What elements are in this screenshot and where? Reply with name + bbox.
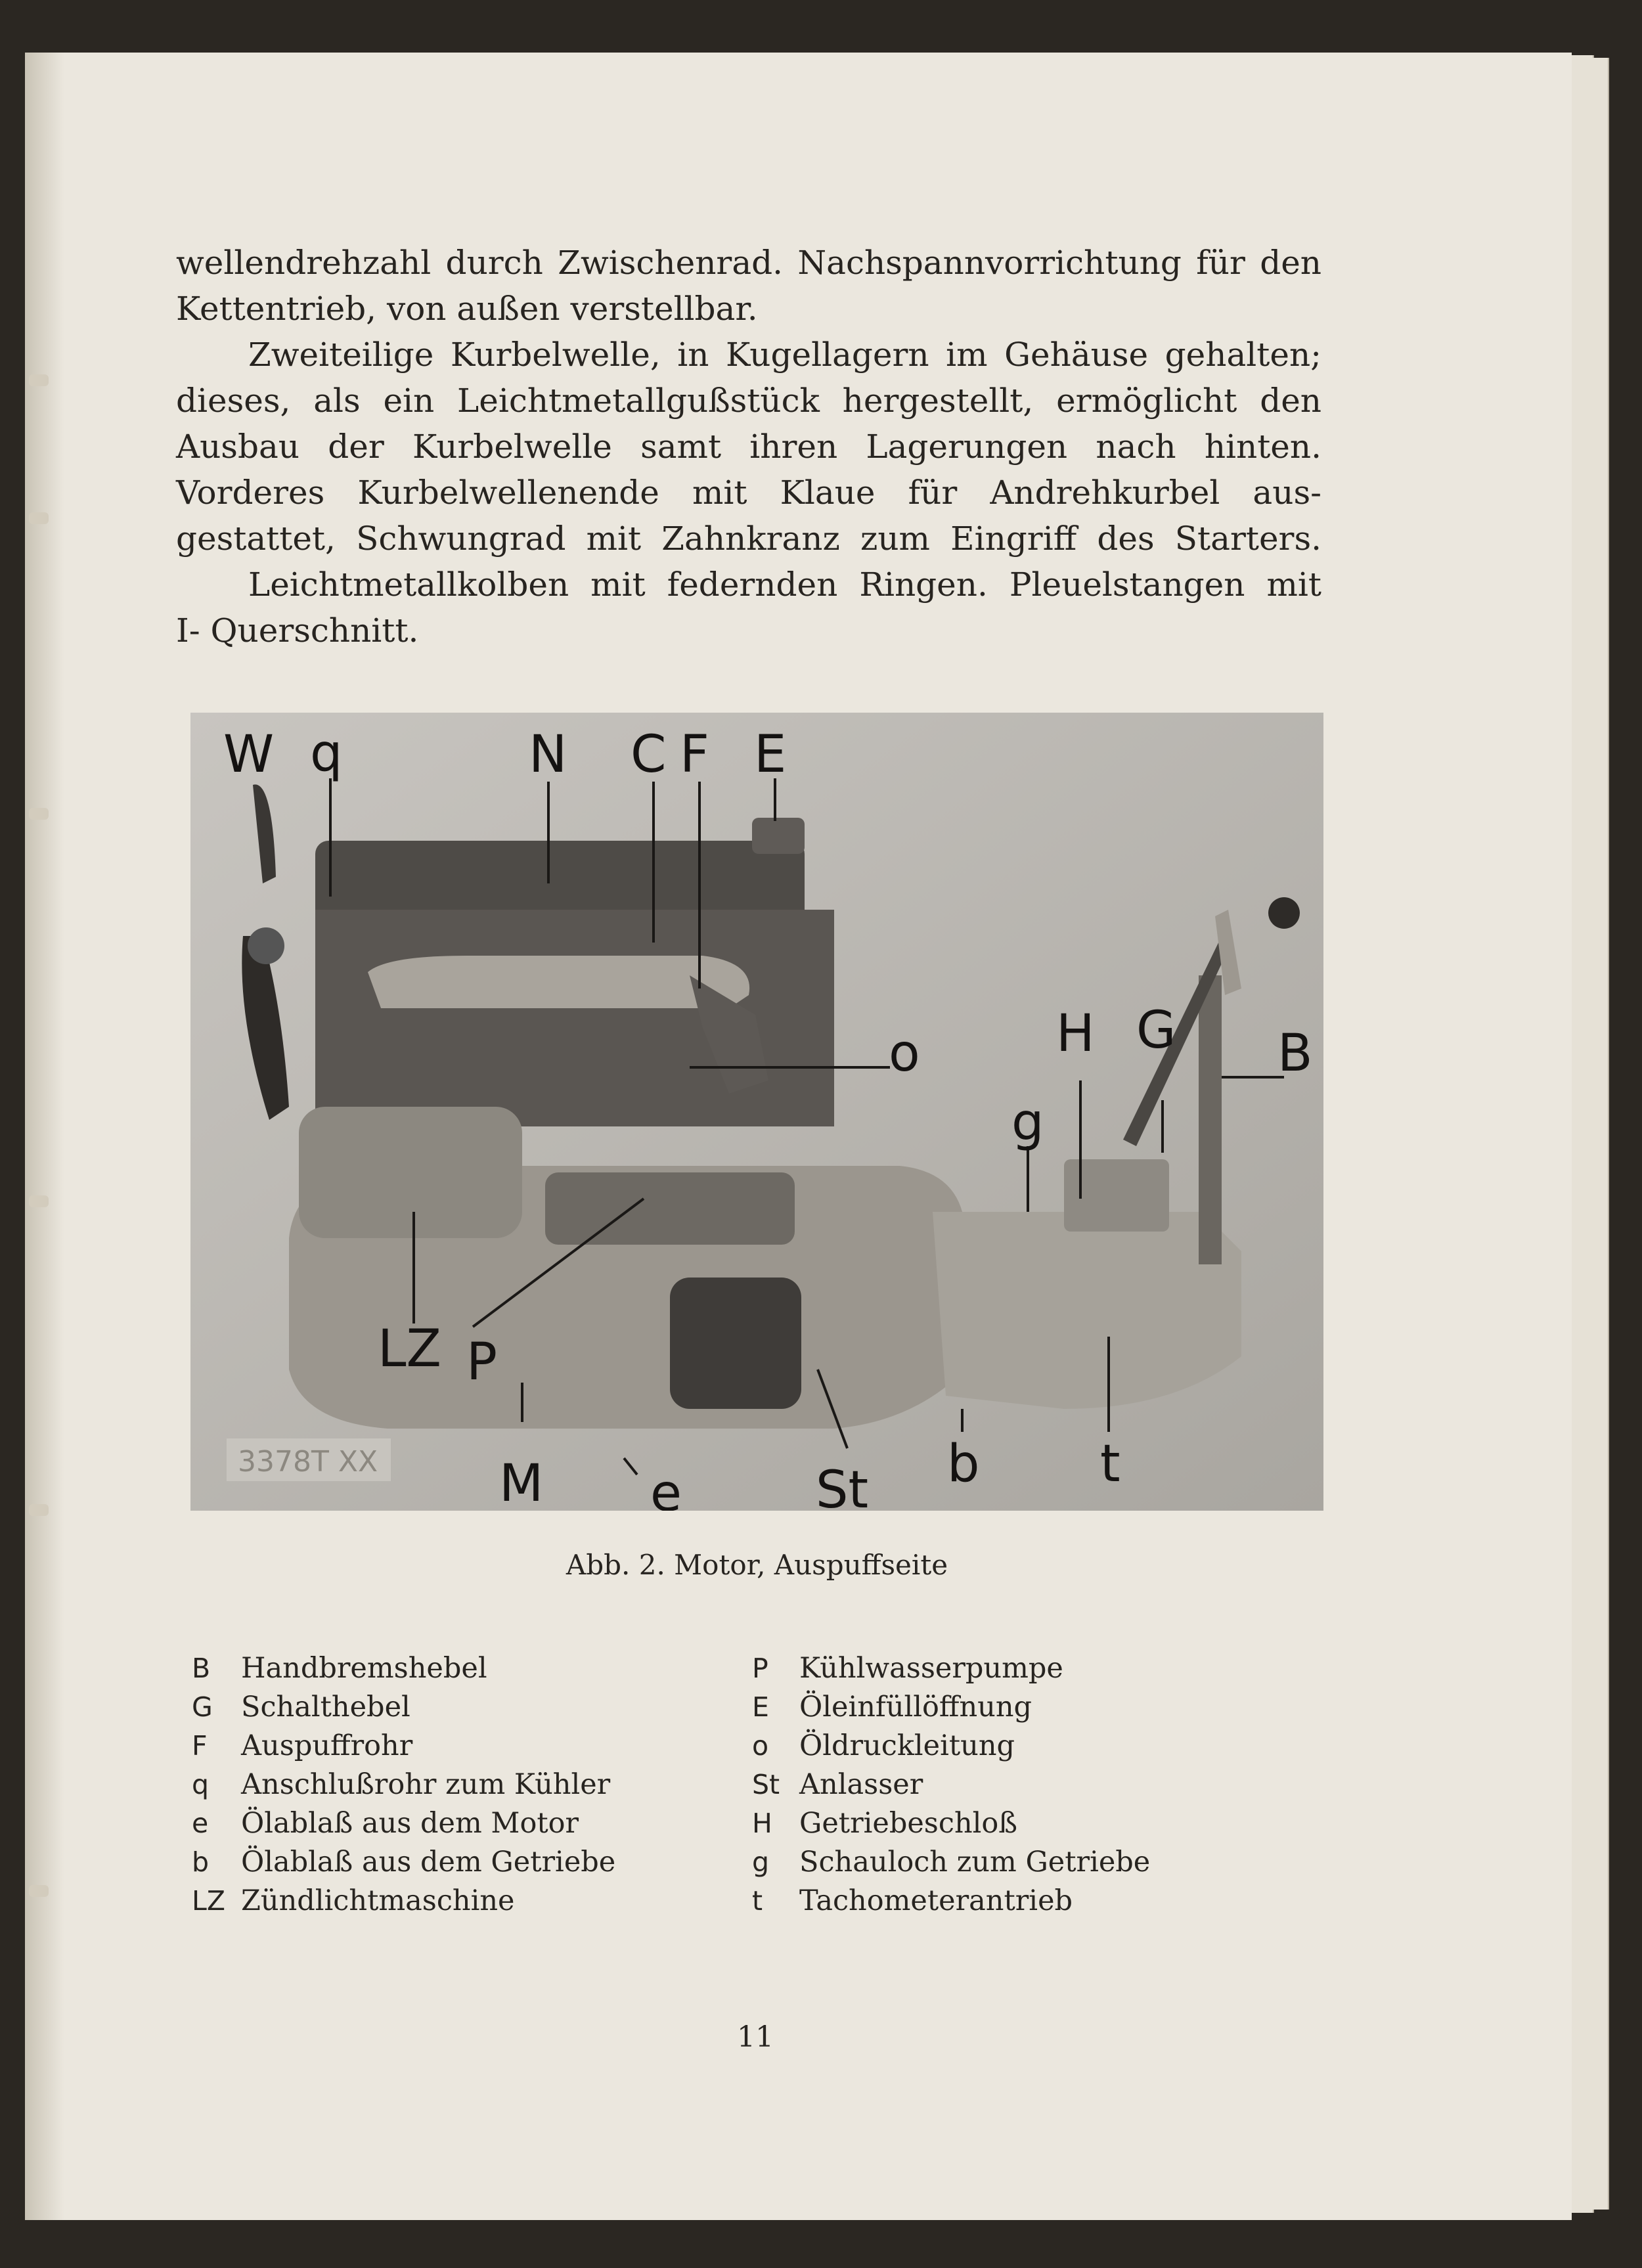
legend-desc: Kühlwasserpumpe [799, 1651, 1063, 1685]
legend-item [752, 1649, 1150, 1687]
legend-key: e [192, 1807, 209, 1839]
label-M: M [499, 1454, 544, 1511]
legend-item [752, 1687, 1150, 1726]
legend-item [192, 1804, 615, 1842]
legend-desc: Schauloch zum Getriebe [799, 1845, 1151, 1879]
label-H: H [1056, 1004, 1095, 1063]
legend-desc: Schalthebel [241, 1690, 411, 1723]
engine-illustration [190, 713, 1323, 1511]
binding-mark [29, 1195, 49, 1207]
legend-item [192, 1726, 615, 1765]
legend-desc: Handbremshebel [241, 1651, 487, 1685]
body-line: Zweiteilige Kurbelwelle, in Kugellagern im Gehäuse gehalten; [248, 336, 1321, 374]
legend-desc: Ölablaß aus dem Motor [241, 1806, 579, 1840]
label-N: N [529, 725, 567, 784]
oil-filler-cap [752, 818, 805, 854]
label-St: St [816, 1461, 869, 1511]
dynamo-shape [299, 1107, 522, 1238]
figure-caption: Abb. 2. Motor, Auspuffseite [566, 1549, 948, 1581]
legend-desc: Getriebeschloß [799, 1806, 1018, 1840]
label-t: t [1100, 1434, 1121, 1494]
legend-desc: Anschlußrohr zum Kühler [241, 1768, 611, 1801]
legend-item [752, 1726, 1150, 1765]
legend-key: b [192, 1846, 210, 1878]
label-b: b [947, 1434, 980, 1494]
label-LZ: LZ [378, 1320, 441, 1379]
brake-lever [1199, 975, 1222, 1264]
lever-knob [1268, 897, 1300, 929]
legend-key: B [192, 1652, 211, 1684]
label-F: F [680, 725, 709, 784]
body-line: gestattet, Schwungrad mit Zahnkranz zum Eingriff des Starters. [176, 520, 1321, 558]
binding-mark [29, 1885, 49, 1897]
legend-item [192, 1881, 615, 1920]
legend-key: t [752, 1884, 763, 1917]
body-line: I- Querschnitt. [176, 611, 419, 650]
legend-desc: Zündlichtmaschine [241, 1884, 515, 1917]
body-line: dieses, als ein Leichtmetallgußstück hergestellt, ermöglicht den [176, 382, 1321, 420]
pump-shaft [545, 1172, 795, 1245]
legend-item [752, 1842, 1150, 1881]
label-g: g [1011, 1093, 1044, 1152]
legend-key: P [752, 1652, 768, 1684]
legend-item [192, 1842, 615, 1881]
engine-block [315, 910, 834, 1126]
binding-mark [29, 512, 49, 524]
binding-mark [29, 1504, 49, 1516]
binding-mark [29, 808, 49, 820]
legend-key: E [752, 1691, 769, 1723]
legend-desc: Öleinfüllöffnung [799, 1690, 1032, 1723]
legend-right [752, 1649, 1150, 1920]
label-q: q [310, 724, 343, 783]
body-line: Kettentrieb, von außen verstellbar. [176, 290, 758, 328]
legend-desc: Anlasser [799, 1768, 923, 1801]
binding-mark [29, 374, 49, 386]
label-P: P [466, 1333, 498, 1392]
body-line: wellendrehzahl durch Zwischenrad. Nachspannvorrichtung für den [176, 244, 1321, 282]
body-line: Ausbau der Kurbelwelle samt ihren Lagerungen nach hinten. [176, 428, 1321, 466]
legend-key: St [752, 1768, 780, 1800]
legend-item [192, 1649, 615, 1687]
legend-key: H [752, 1807, 772, 1839]
legend-key: g [752, 1846, 770, 1878]
stamp-text: 3378T XX [238, 1445, 378, 1479]
label-G: G [1136, 1001, 1176, 1060]
legend-desc: Öldruckleitung [799, 1729, 1015, 1762]
legend-item [752, 1881, 1150, 1920]
label-o: o [889, 1024, 920, 1083]
body-line: Leichtmetallkolben mit federnden Ringen. Pleuelstangen mit [248, 566, 1321, 604]
legend-key: F [192, 1729, 208, 1762]
legend-item [192, 1765, 615, 1804]
legend-item [752, 1765, 1150, 1804]
legend-key: o [752, 1729, 769, 1762]
legend-key: G [192, 1691, 213, 1723]
legend-left [192, 1649, 615, 1920]
legend-item [752, 1804, 1150, 1842]
label-B: B [1277, 1024, 1313, 1083]
legend-key: q [192, 1768, 210, 1800]
legend-desc: Ölablaß aus dem Getriebe [241, 1845, 616, 1879]
label-e: e [650, 1464, 682, 1511]
label-E: E [754, 725, 787, 784]
label-W: W [223, 725, 275, 784]
legend-desc: Tachometerantrieb [799, 1884, 1073, 1917]
legend-key: LZ [192, 1884, 225, 1917]
legend-desc: Auspuffrohr [241, 1729, 413, 1762]
gearbox [933, 1212, 1241, 1409]
body-line: Vorderes Kurbelwellenende mit Klaue für Andrehkurbel aus- [176, 474, 1321, 512]
legend-item [192, 1687, 615, 1726]
starter-shape [670, 1278, 801, 1409]
page-number: 11 [737, 2020, 774, 2054]
label-C: C [631, 725, 667, 784]
engine-figure [190, 713, 1323, 1511]
